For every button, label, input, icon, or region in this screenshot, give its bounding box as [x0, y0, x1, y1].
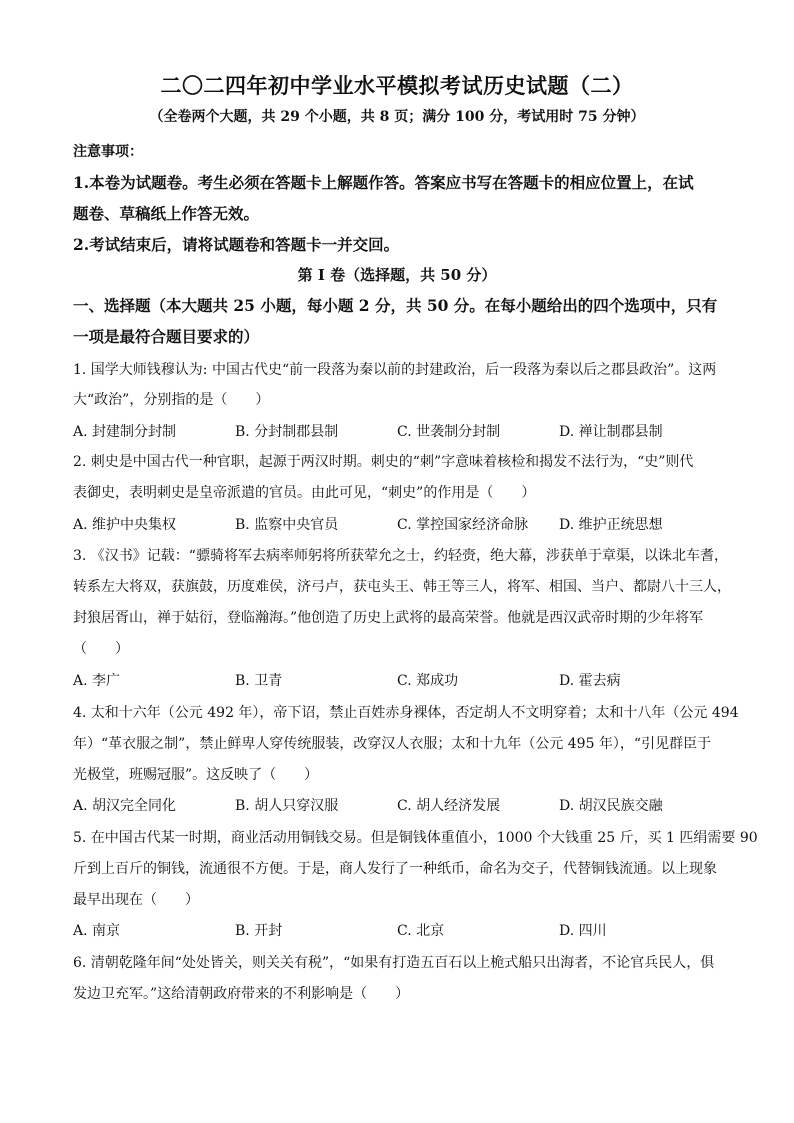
question-4-options: [73, 795, 723, 817]
question-6-line-2: 发边卫充军。”这给清朝政府带来的不利影响是（ ）: [73, 986, 410, 1002]
question-1-options: [73, 421, 723, 443]
notice-item-2: 2.考试结束后，请将试题卷和答题卡一并交回。: [73, 235, 400, 254]
section-heading-line-2: 一项是最符合题目要求的）: [73, 327, 260, 346]
option-c: C. 世袭制分封制: [397, 424, 501, 440]
option-a: A. 李广: [73, 673, 121, 689]
question-1-line-1: 1. 国学大师钱穆认为: 中国古代史“前一段落为秦以前的封建政治，后一段落为秦以后之郡县政治”。这两: [73, 362, 717, 378]
option-d: D. 四川: [559, 923, 607, 939]
option-b: B. 卫青: [235, 673, 283, 689]
notice-item-1-line-2: 题卷、草稿纸上作答无效。: [73, 204, 260, 223]
option-d: D. 胡汉民族交融: [559, 798, 663, 814]
question-4-line-3: 光极堂，班赐冠服”。这反映了（ ）: [73, 767, 319, 783]
question-5-line-1: 5. 在中国古代某一时期，商业活动用铜钱交易。但是铜钱体重值小，1000 个大钱重 25 斤，买 1 匹绢需要 90: [73, 830, 758, 846]
question-3-line-2: 转系左大将双，获旗鼓，历度难侯，济弓卢，获屯头王、韩王等三人，将军、相国、当户、都尉八十三人，: [73, 579, 731, 595]
option-a: A. 封建制分封制: [73, 424, 177, 440]
option-a: A. 胡汉完全同化: [73, 798, 177, 814]
exam-title: 二〇二四年初中学业水平模拟考试历史试题（二）: [160, 73, 634, 98]
question-4-line-2: 年）“革衣服之制”，禁止鲜卑人穿传统服装，改穿汉人衣服；太和十九年（公元 495 年），“引见群臣于: [73, 736, 712, 752]
exam-subtitle: （全卷两个大题，共 29 个小题，共 8 页；满分 100 分，考试用时 75 分钟）: [149, 109, 645, 125]
notice-item-1-line-1: 1.本卷为试题卷。考生必须在答题卡上解题作答。答案应书写在答题卡的相应位置上，在试: [73, 173, 694, 192]
option-a: A. 维护中央集权: [73, 517, 177, 533]
question-5-line-3: 最早出现在（ ）: [73, 892, 199, 908]
question-5-options: [73, 920, 723, 942]
option-d: D. 霍去病: [559, 673, 621, 689]
option-c: C. 郑成功: [397, 673, 459, 689]
option-b: B. 胡人只穿汉服: [235, 798, 339, 814]
notice-heading: 注意事项：: [73, 144, 143, 160]
question-6-line-1: 6. 清朝乾隆年间“处处皆关，则关关有税”，“如果有打造五百石以上桅式船只出海者，不论官兵民人，俱: [73, 955, 715, 971]
question-2-line-1: 2. 刺史是中国古代一种官职，起源于两汉时期。刺史的“刺”字意味着核检和揭发不法行为，“史”则代: [73, 454, 694, 470]
question-2-options: [73, 514, 723, 536]
option-d: D. 维护正统思想: [559, 517, 663, 533]
part-title: 第 I 卷（选择题，共 50 分）: [297, 266, 497, 284]
option-b: B. 分封制郡县制: [235, 424, 339, 440]
question-3-options: [73, 670, 723, 692]
question-2-line-2: 表御史，表明刺史是皇帝派遣的官员。由此可见，“刺史”的作用是（ ）: [73, 485, 536, 501]
question-5-line-2: 斤到上百斤的铜钱，流通很不方便。于是，商人发行了一种纸币，命名为交子，代替铜钱流通。以上现象: [73, 861, 717, 877]
question-3-line-4: （ ）: [73, 641, 129, 657]
option-c: C. 胡人经济发展: [397, 798, 501, 814]
question-3-line-1: 3. 《汉书》记载：“骠骑将军去病率师躬将所获荤允之士，约轻赍，绝大幕，涉获单于章渠，以诛北车耆，: [73, 548, 728, 564]
option-a: A. 南京: [73, 923, 121, 939]
option-d: D. 禅让制郡县制: [559, 424, 663, 440]
option-c: C. 掌控国家经济命脉: [397, 517, 529, 533]
question-1-line-2: 大“政治”，分别指的是（ ）: [73, 392, 270, 408]
section-heading-line-1: 一、选择题（本大题共 25 小题，每小题 2 分，共 50 分。在每小题给出的四个选项中，只有: [73, 296, 718, 315]
question-4-line-1: 4. 太和十六年（公元 492 年），帝下诏，禁止百姓赤身裸体，否定胡人不文明穿着；太和十八年（公元 494: [73, 705, 739, 721]
question-3-line-3: 封狼居胥山，禅于姑衍，登临瀚海。”他创造了历史上武将的最高荣誉。他就是西汉武帝时期的少年将军: [73, 610, 704, 626]
option-b: B. 监察中央官员: [235, 517, 339, 533]
option-c: C. 北京: [397, 923, 445, 939]
option-b: B. 开封: [235, 923, 283, 939]
